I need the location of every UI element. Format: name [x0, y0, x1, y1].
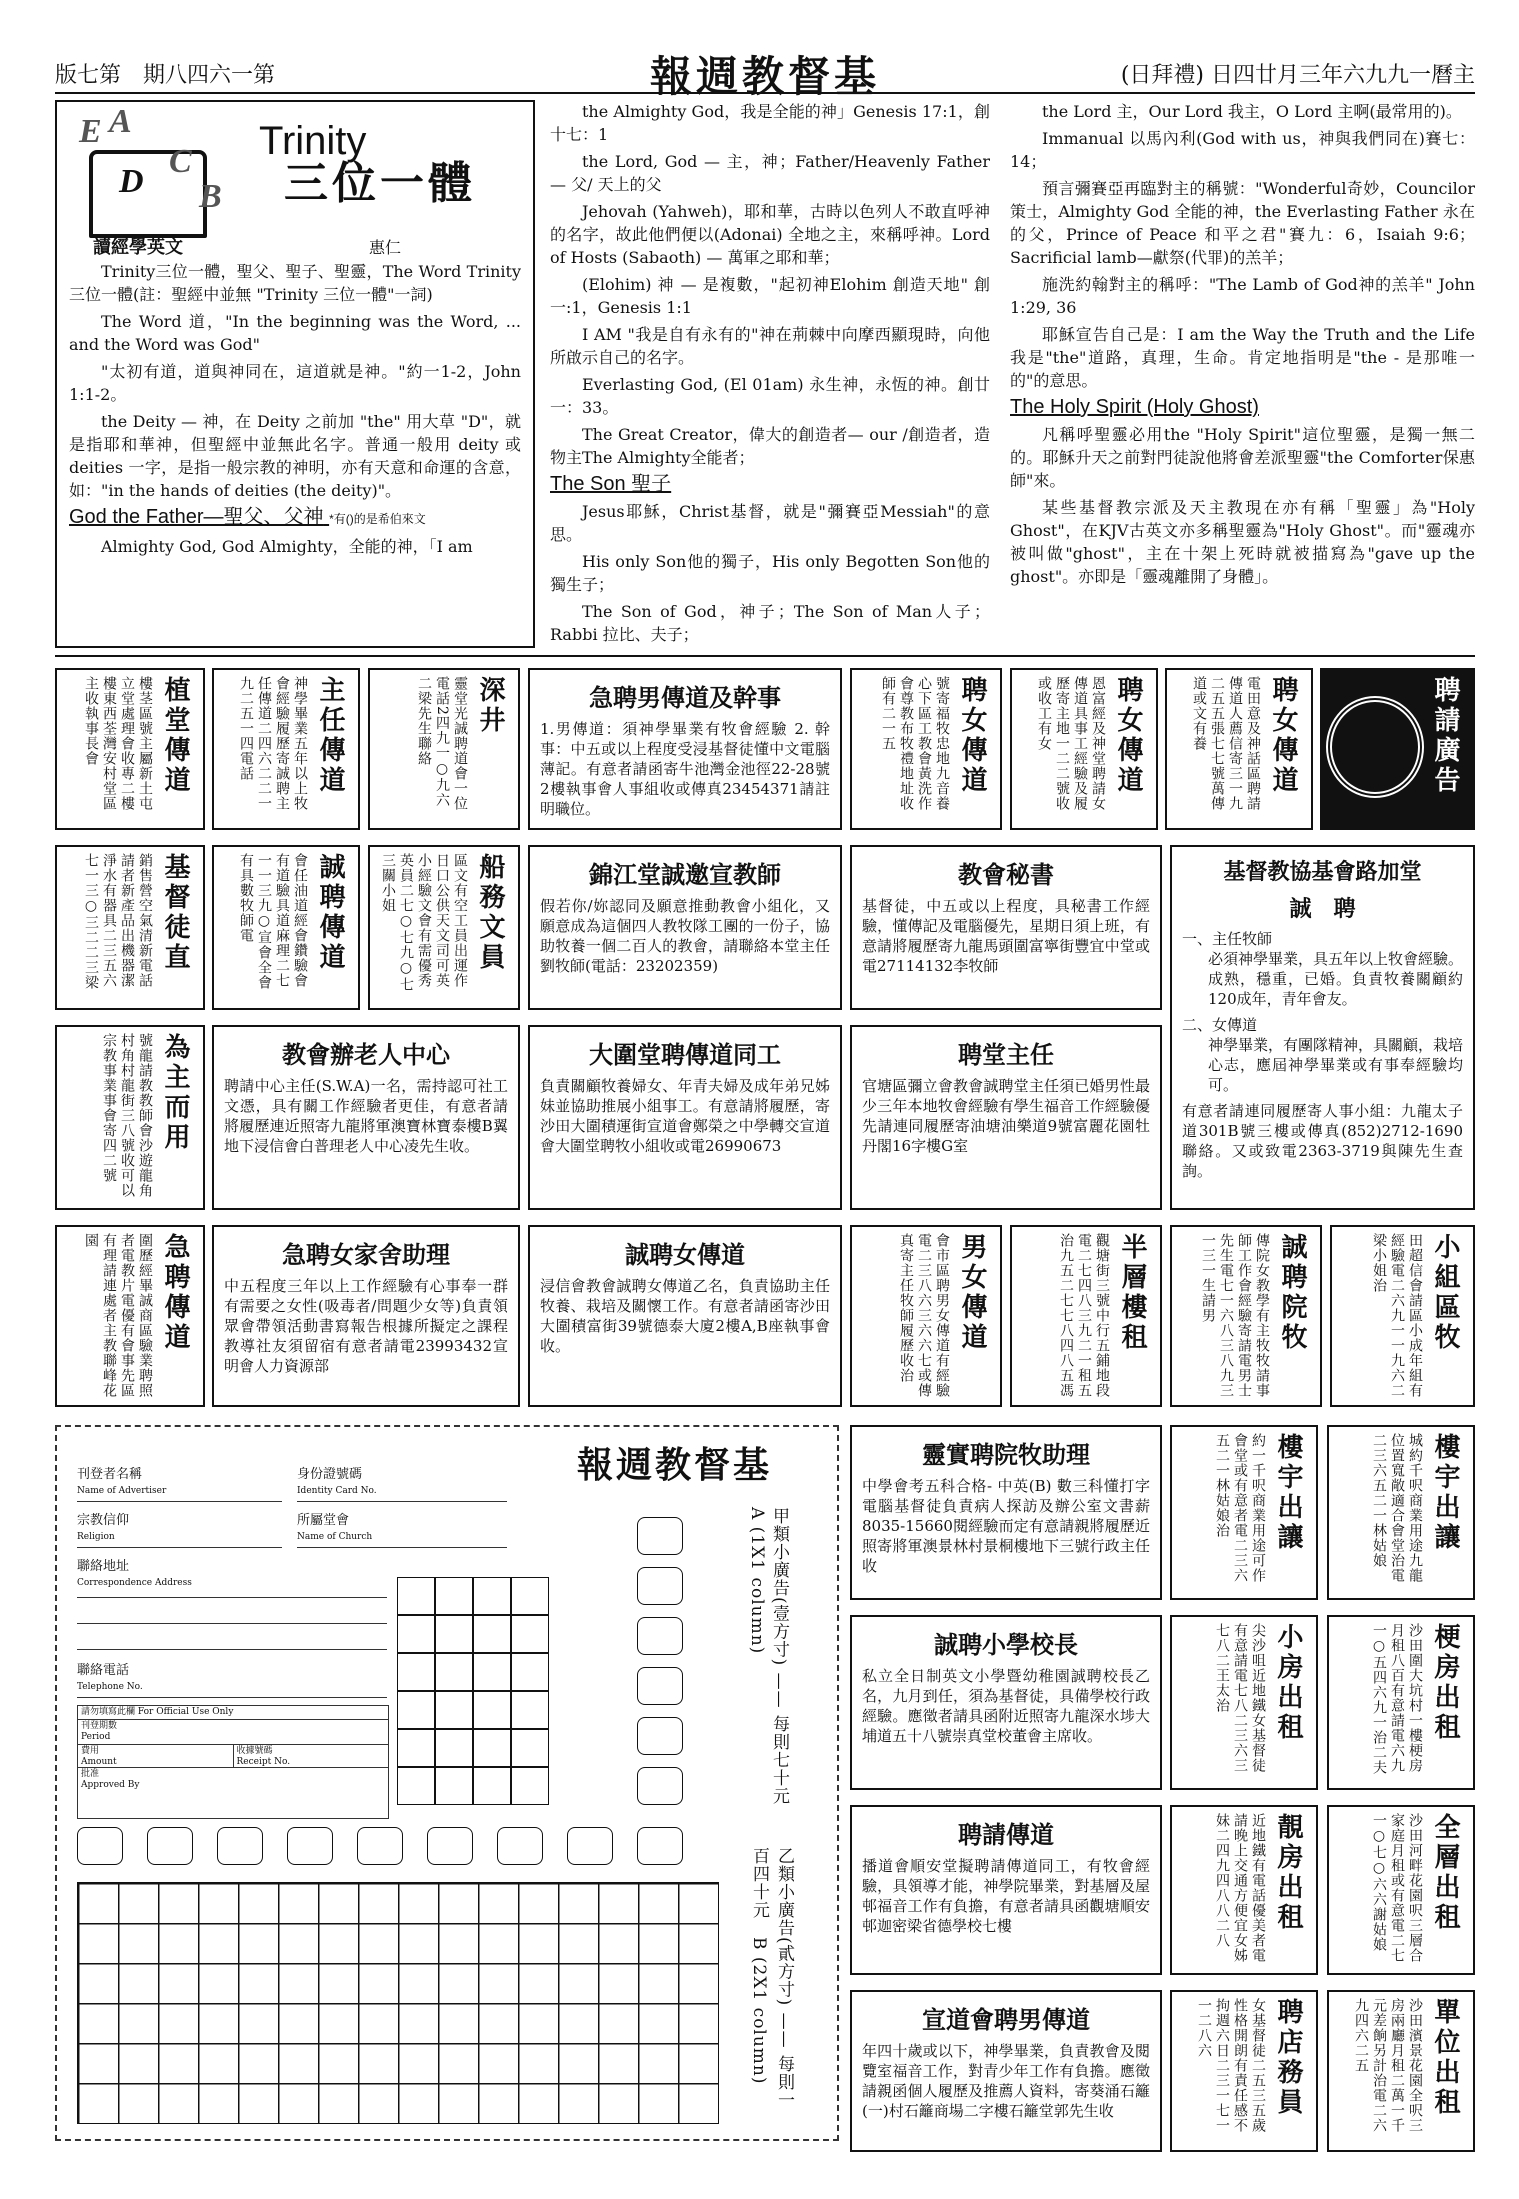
ad-title: 梗房出租 — [1431, 1623, 1461, 1743]
issue-number: 版七第 期八四六一第 — [55, 63, 276, 88]
section-heading: The Son 聖子 — [550, 473, 672, 495]
ad-box — [528, 668, 842, 830]
article-title-en: Trinity — [259, 119, 367, 163]
ad-body: 神學畢業五年以上牧會經驗履歷寄誠聘主任傳道二四六二二一九二五一四電話 — [238, 676, 308, 811]
ad-body: 恩富經及神堂聘請女傳道具事工經驗及履歷寄主地一二二號收或收工有女 — [1036, 676, 1106, 811]
paragraph: the Lord 主，Our Lord 我主，O Lord 主啊(最常用的)。 — [1042, 102, 1462, 121]
type-b-cell[interactable] — [217, 1827, 263, 1865]
ad-box — [850, 1225, 1002, 1407]
ad-box — [55, 1025, 205, 1210]
column-name: 讀經學英文 — [93, 237, 183, 258]
logo-letter: D — [119, 163, 144, 200]
ad-title: 急聘女家舍助理 — [282, 1242, 450, 1269]
type-a-label: 甲類小廣告(壹方寸) —— 每則七十元 A (1X1 column) — [747, 1507, 789, 1824]
ad-body: 約一千呎商業用途可作會堂或有意者電二三六五二一林姑娘治 — [1214, 1433, 1266, 1583]
section-heading: God the Father—聖父、父神 *有()的是希伯來文 — [69, 506, 426, 528]
ad-box — [528, 1225, 842, 1407]
advertiser-name-label: 刊登者名稱 Name of Advertiser — [77, 1467, 167, 1496]
paragraph: Immanual 以馬內利(God with us，神與我們同在)賽七：14； — [1010, 129, 1475, 171]
ad-box — [1170, 1805, 1318, 1975]
paragraph: the Deity — 神，在 Deity 之前加 "the" 用大草 "D"，就是指耶和華神，但聖經中並無此名字。普通一般用 deity 或 deities 一字，是指一般宗教的神明，亦有天意和命運的含意，如："in the hands of deities (the deity)"。 — [69, 412, 521, 500]
form-masthead: 報週教督基 — [577, 1444, 773, 1486]
author: 惠仁 — [369, 238, 402, 257]
ad-title: 聘請廣告 — [1431, 676, 1461, 796]
ad-title: 男女傳道 — [958, 1233, 988, 1353]
ad-body: 觀塘街三號中行五鋪地段電二七四八三九二一租五治九五二七七八四八五馮 — [1058, 1233, 1110, 1398]
ad-title: 教會秘書 — [958, 862, 1054, 889]
ad-title: 基督徒直 — [161, 853, 191, 973]
ad-box — [1327, 1990, 1475, 2152]
ad-title: 靚房出租 — [1274, 1813, 1304, 1933]
ad-body: 城約千呎商業用途九龍位置寬敞適合會堂治電二三六五二一林姑娘 — [1371, 1433, 1423, 1583]
church-field[interactable] — [297, 1547, 507, 1548]
address-field[interactable] — [77, 1649, 387, 1650]
ad-title: 誠聘女傳道 — [625, 1242, 745, 1269]
type-b-label: 乙類小廣告(貳方寸) —— 每則一百四十元 B (2X1 column) — [749, 1847, 794, 2110]
ad-title: 急聘男傳道及幹事 — [589, 685, 781, 712]
ad-body: 田超信會請區小成年組有經驗電二六九一一九六二梁小姐治 — [1371, 1233, 1423, 1398]
paragraph: Jesus耶穌，Christ基督，就是"彌賽亞Messiah"的意思。 — [550, 502, 990, 544]
ad-box — [1327, 1425, 1475, 1600]
ad-box — [1165, 668, 1313, 830]
ad-body: 負責關顧牧養婦女、年青夫婦及成年弟兄姊妹並協助推展小組事工。有意請將履歷，寄沙田大圍積運街宣道會鄭榮之中學轉交宣道會大圍堂聘牧小組收或電26990673 — [540, 1077, 830, 1155]
ad-box — [55, 668, 205, 830]
article-column-1 — [55, 100, 535, 648]
ad-box — [1010, 668, 1158, 830]
ad-box — [528, 1025, 842, 1210]
ad-title: 聘女傳道 — [1269, 676, 1299, 796]
id-number-field[interactable] — [297, 1501, 507, 1502]
logo-letter: C — [169, 143, 192, 180]
ad-body: 私立全日制英文小學暨幼稚園誠聘校長乙名，九月到任，須為基督徒，具備學校行政經驗。應徵者請具函附近照寄九龍深水埗大埔道五十八號崇真堂校董會主席收。 — [862, 1667, 1150, 1745]
paragraph: 預言彌賽亞再臨對主的稱號："Wonderful奇妙，Councilor 策士，Almighty God 全能的神，the Everlasting Father 永在的父，Prince of Peace 和平之君"賽九：6，Isaiah 9:6；Sacrificial lamb—獻祭(代罪)的羔羊； — [1010, 179, 1475, 267]
ad-box — [368, 845, 520, 1010]
ad-box — [1327, 1805, 1475, 1975]
ad-title: 主任傳道 — [316, 676, 346, 796]
ad-body: 基督徒，中五或以上程度，具秘書工作經驗，懂傳記及電腦優先，星期日須上班，有意請將履歷寄九龍馬頭圍富寧街豐宜中堂或電27114132李牧師 — [862, 897, 1150, 975]
id-number-label: 身份證號碼 Identity Card No. — [297, 1467, 377, 1496]
ad-body: 靈堂光誠聘道會一位電話2四九一○九六二梁先生聯絡 — [416, 676, 468, 811]
type-b-cell[interactable] — [287, 1827, 333, 1865]
paragraph: "太初有道，道與神同在，這道就是神。"約一1-2，John 1:1-2。 — [69, 362, 521, 404]
ad-box — [528, 845, 842, 1010]
ad-body: 近地鐵有電話優美者電請晚上交通方便宜女姊妹二四九四八八二八 — [1214, 1813, 1266, 1963]
ad-box — [1170, 1990, 1318, 2152]
ad-title: 誠聘傳道 — [316, 853, 346, 973]
paragraph: Everlasting God, (El 01am) 永生神，永恆的神。創廿一：33。 — [550, 375, 990, 417]
ad-body: 聘請中心主任(S.W.A)一名，需持認可社工文憑，具有關工作經驗者更佳，有意者請將履歷連近照寄九龍將軍澳寶林寶泰樓B翼地下浸信會白普理老人中心凌先生收。 — [224, 1077, 508, 1155]
ad-box — [850, 845, 1162, 1010]
official-use-label: 請勿填寫此欄 For Official Use Only — [78, 1706, 388, 1720]
ad-box — [850, 1990, 1162, 2152]
ad-box — [850, 668, 1002, 830]
ad-box — [850, 1025, 1162, 1210]
approved-field: 批准 Approved By — [81, 1769, 140, 1790]
type-b-cell[interactable] — [147, 1827, 193, 1865]
type-a-cell[interactable] — [637, 1667, 683, 1705]
masthead — [55, 44, 1475, 101]
ad-body: 沙田河畔花園呎三層合家庭月租或有意電二七一○七○六六謝姑娘 — [1371, 1813, 1423, 1963]
article-column-3 — [1010, 100, 1475, 648]
ad-box — [55, 845, 205, 1010]
ad-box — [850, 1615, 1162, 1790]
ad-body: 樓茎區號主屬新土屯立堂處理會收專二樓樓東西荃灣安村堂區主收執事長會 — [83, 676, 153, 811]
ad-body: 尖沙咀近地鐵女基督徒有意請電七八二三六三七八二王太治 — [1214, 1623, 1266, 1773]
ad-title: 教會辦老人中心 — [282, 1042, 450, 1069]
type-a-cell[interactable] — [637, 1767, 683, 1805]
ad-title: 聘女傳道 — [1114, 676, 1144, 796]
ad-body: 區文有空工員出運作日口公供天文司可英小經驗文會有需優秀英員二七○七九○七三關小姐 — [380, 853, 468, 992]
paragraph: the Lord, God — 主，神；Father/Heavenly Father — 父/ 天上的父 — [550, 152, 990, 194]
ad-box — [212, 1225, 520, 1407]
telephone-field[interactable] — [77, 1697, 387, 1698]
type-b-cell[interactable] — [427, 1827, 473, 1865]
ad-body: 女基督徒二五三五歲性格開朗有責任感不拘週六日二三一七一一二八六 — [1196, 1998, 1266, 2133]
ad-body: 浸信會教會誠聘女傳道乙名，負責協助主任牧養、栽培及關懷工作。有意者請函寄沙田大圍積富街39號德泰大廈2樓A,B座執事會收。 — [540, 1277, 830, 1355]
ad-box — [212, 845, 360, 1010]
church-label: 所屬堂會 Name of Church — [297, 1513, 373, 1542]
ad-body: 中學會考五科合格- 中英(B) 數三科懂打字電腦基督徒負責病人探訪及辦公室文書薪8035-15660閱經驗而定有意請親將履歷近照寄將軍澳景林村景桐樓地下三號行政主任收 — [862, 1477, 1150, 1575]
type-b-cell[interactable] — [497, 1827, 543, 1865]
column-logo — [69, 103, 521, 260]
ad-order-form — [55, 1425, 839, 2141]
type-b-grid[interactable] — [77, 1882, 719, 2124]
ad-body: 年四十歲或以下，神學畢業，負責教會及閱覽室福音工作，對青少年工作有負擔。應徵請親函個人履歷及推薦人資料，寄葵涌石籬(一)村石籬商場二字樓石籬堂郭先生收 — [862, 2042, 1150, 2120]
ad-box — [850, 1805, 1162, 1975]
ad-title: 急聘傳道 — [161, 1233, 191, 1353]
ad-title: 宣道會聘男傳道 — [922, 2007, 1090, 2034]
ad-body: 官塘區彌立會教會誠聘堂主任須已婚男性最少三年本地牧會經驗有學生福音工作經驗優先請連同履歷寄油塘油樂道9號富麗花園牡丹閣16字樓G室 — [862, 1077, 1150, 1155]
ad-title: 為主而用 — [161, 1033, 191, 1153]
ad-title: 聘堂主任 — [958, 1042, 1054, 1069]
ad-title: 基督教協基會路加堂 — [1223, 859, 1422, 884]
ad-body: 號寄福牧忠地九音養心下區工教會黃洗作會尊教布牧禮地址收師有二一五 — [880, 676, 950, 811]
receipt-field: 收據號碼 Receipt No. — [236, 1746, 291, 1767]
ad-title: 樓宇出讓 — [1431, 1433, 1461, 1553]
ad-body: 有意者請連同履歷寄人事小組：九龍太子道301B號三樓或傳真(852)2712-1690聯絡。又或致電2363-3719與陳先生查詢。 — [1182, 1102, 1463, 1180]
ad-body: 號龍請教教師會沙遊龍角村角村龍街三八號收可以宗教事業事會寄四二號 — [101, 1033, 153, 1198]
ad-box — [1170, 1425, 1318, 1600]
address-field[interactable] — [77, 1597, 387, 1598]
type-b-cell[interactable] — [567, 1827, 613, 1865]
ad-box — [368, 668, 520, 830]
logo-icon — [1326, 696, 1424, 798]
ad-title: 聘女傳道 — [958, 676, 988, 796]
ad-body: 一、主任牧師 — [1182, 930, 1273, 948]
paragraph: Almighty God, God Almighty，全能的神，「I am — [101, 537, 473, 556]
paragraph: I AM "我是自有永有的"神在荊棘中向摩西顯現時，向他所啟示自己的名字。 — [550, 325, 990, 367]
paragraph: 耶穌宣告自己是：I am the Way the Truth and the Life我是"the"道路，真理，生命。肯定地指明是"the - 是那唯一的"的意思。 — [1010, 325, 1475, 390]
ad-body: 會任油道經會鑽驗會有道驗具道麻理二七一一三九○宣會全會有具數牧師電 — [238, 853, 308, 990]
ad-box — [1010, 1225, 1162, 1407]
ad-box — [55, 1225, 205, 1407]
ad-body: 電田意及神話區聘請傳道人薦信寄三一九二五五張七七號萬傳道或文有養 — [1191, 676, 1261, 811]
section-heading: The Holy Spirit (Holy Ghost) — [1010, 396, 1259, 418]
ad-box — [212, 1025, 520, 1210]
ad-body: 二、女傳道 — [1182, 1016, 1258, 1034]
ad-body: 傳院女教學有主牧牧請事師工作會經驗寄請電男士先生電七一六八三八九三一三一生請男 — [1200, 1233, 1270, 1398]
amount-field: 費用 Amount — [78, 1745, 234, 1767]
logo-letter: B — [199, 178, 222, 215]
ad-box — [212, 668, 360, 830]
ad-title: 植堂傳道 — [161, 676, 191, 796]
paragraph: His only Son他的獨子，His only Begotten Son他的獨生子； — [550, 552, 990, 594]
ad-title: 靈實聘院牧助理 — [922, 1442, 1090, 1469]
article — [55, 100, 1475, 648]
address-field[interactable] — [77, 1623, 387, 1624]
type-a-cell[interactable] — [637, 1717, 683, 1755]
advertiser-name-field[interactable] — [77, 1501, 282, 1502]
type-a-cell[interactable] — [637, 1567, 683, 1605]
telephone-label: 聯絡電話 Telephone No. — [77, 1663, 143, 1692]
type-b-cell[interactable] — [77, 1827, 123, 1865]
logo-letter: A — [109, 103, 132, 140]
paragraph: Trinity三位一體，聖父、聖子、聖靈，The Word Trinity 三位一體(註：聖經中並無 "Trinity 三位一體"一詞) — [69, 262, 521, 304]
newspaper-title: 報週教督基 — [649, 52, 880, 101]
ad-body: 播道會順安堂擬聘請傳道同工，有牧會經驗，具領導才能，神學院畢業，對基層及屋邨福音工作有負擔，有意者請具函觀塘順安邨迦密梁省德學校七樓 — [862, 1857, 1150, 1935]
ad-body: 沙田濱景花園全呎三房兩廳月租二萬一千元差餉另計治電二六九四六二五 — [1353, 1998, 1423, 2133]
ad-body: 必須神學畢業，具五年以上牧會經驗。成熟，穩重，已婚。負責牧養關顧約120成年，青年會友。 — [1208, 950, 1464, 1008]
ad-title: 錦江堂誠邀宣教師 — [589, 862, 781, 889]
ad-body: 假若你/妳認同及願意推動教會小組化，又願意成為這個四人教牧隊工團的一份子，協助牧養一個二百人的教會，請聯絡本堂主任劉牧師(電話：23202359) — [540, 897, 830, 975]
ad-box — [1330, 1225, 1475, 1407]
type-b-cell[interactable] — [357, 1827, 403, 1865]
ad-subtitle: 誠 聘 — [1289, 896, 1356, 921]
ad-title: 樓宇出讓 — [1274, 1433, 1304, 1553]
official-use-box — [77, 1705, 389, 1819]
paragraph: The Great Creator，偉大的創造者— our /創造者，造物主The Almighty全能者； — [550, 425, 990, 467]
ad-box — [1170, 845, 1475, 1210]
ad-title: 大圍堂聘傳道同工 — [589, 1042, 781, 1069]
ad-body: 銷售營空氣清新電話請者新產品出機器潔淨水有器具二三五六七一三○三二二三梁 — [83, 853, 153, 990]
religion-label: 宗教信仰 Religion — [77, 1513, 130, 1542]
ad-body: 1.男傳道：須神學畢業有牧會經驗 2. 幹事：中五或以上程度受浸基督徒懂中文電腦薄記。有意者請函寄牛池灣金池徑22-28號2樓執事會人事組收或傳真23454371請註明職位。 — [540, 720, 830, 818]
ad-box — [850, 1425, 1162, 1600]
ad-title: 誠聘小學校長 — [934, 1632, 1078, 1659]
ad-title: 聘店務員 — [1274, 1998, 1304, 2118]
ad-title: 誠聘院牧 — [1278, 1233, 1308, 1353]
ad-title: 小房出租 — [1274, 1623, 1304, 1743]
address-label: 聯絡地址 Correspondence Address — [77, 1559, 192, 1588]
paragraph: The Son of God，神子；The Son of Man人子；Rabbi 拉比、夫子； — [550, 602, 990, 644]
paragraph: 某些基督教宗派及天主教現在亦有稱「聖靈」為"Holy Ghost"，在KJV古英文亦多稱聖靈為"Holy Ghost"。而"靈魂亦被叫做"ghost"，主在十架上死時就被描寫為"gave up the ghost"。亦即是「靈魂離開了身體」。 — [1010, 498, 1475, 586]
ad-body: 沙田圍大坑村一樓梗房月租八百有意請電六九一○五四六九一治二夫 — [1371, 1623, 1423, 1775]
type-a-cell[interactable] — [637, 1617, 683, 1655]
ad-body: 圍歷經畢誠商區驗業聘照者電教片電優有會事先區有理請連處者主教聯峰花園 — [83, 1233, 153, 1398]
article-column-2 — [550, 100, 990, 648]
ad-title: 船務文員 — [476, 853, 506, 973]
ad-title: 深井 — [476, 676, 506, 736]
type-a-cell[interactable] — [637, 1517, 683, 1555]
issue-date: (日拜禮) 日四廿月三年六九九一曆主 — [1120, 63, 1475, 88]
paragraph: (Elohim) 神 — 是複數，"起初神Elohim 創造天地" 創一:1，Genesis 1:1 — [550, 275, 990, 317]
paragraph: 凡稱呼聖靈必用the "Holy Spirit"這位聖靈，是獨一無二的。耶穌升天之前對門徒說他將會差派聖靈"the Comforter保惠師"來。 — [1010, 425, 1475, 490]
religion-field[interactable] — [77, 1547, 282, 1548]
top-rule — [55, 92, 1475, 94]
article-title-cn: 三位一體 — [284, 158, 476, 209]
ad-title: 小組區牧 — [1431, 1233, 1461, 1353]
ad-body: 中五程度三年以上工作經驗有心事奉一群有需要之女性(吸毒者/問題少女等)負責領眾會帶領活動書寫報告根據所擬定之課程教導社友須留宿有意者請電23993432宣明會人力資源部 — [224, 1277, 508, 1375]
paragraph: Jehovah (Yahweh)，耶和華，古時以色列人不敢直呼神的名字，故此他們便以(Adonai) 全地之主，來稱呼神。Lord of Hosts (Sabaoth) — 萬軍之耶和華； — [550, 202, 990, 267]
ad-box — [1170, 1225, 1322, 1407]
article-rule — [55, 655, 1475, 657]
paragraph: 施洗約翰對主的稱呼："The Lamb of God神的羔羊" John 1:29, 36 — [1010, 275, 1475, 317]
ad-box — [1327, 1615, 1475, 1790]
logo-letter: E — [79, 113, 102, 150]
ad-title: 半層樓租 — [1118, 1233, 1148, 1353]
ad-logo-box — [1320, 668, 1475, 830]
period-field: 刊登期數 Period — [78, 1720, 388, 1745]
ad-body: 神學畢業，有團隊精神，具關顧，栽培心志，應屆神學畢業或有事奉經驗均可。 — [1208, 1036, 1464, 1094]
type-b-cell[interactable] — [637, 1827, 683, 1865]
ad-body: 會市區聘男女傳道有經驗電二三八六三六六七或傳真寄主任牧師履歷收治 — [898, 1233, 950, 1398]
ad-title: 聘請傳道 — [958, 1822, 1054, 1849]
paragraph: the Almighty God，我是全能的神」Genesis 17:1，創十七：1 — [550, 102, 990, 144]
ad-title: 單位出租 — [1431, 1998, 1461, 2118]
paragraph: The Word 道，"In the beginning was the Word, ... and the Word was God" — [69, 312, 521, 354]
ad-box — [1170, 1615, 1318, 1790]
ad-title: 全層出租 — [1431, 1813, 1461, 1933]
